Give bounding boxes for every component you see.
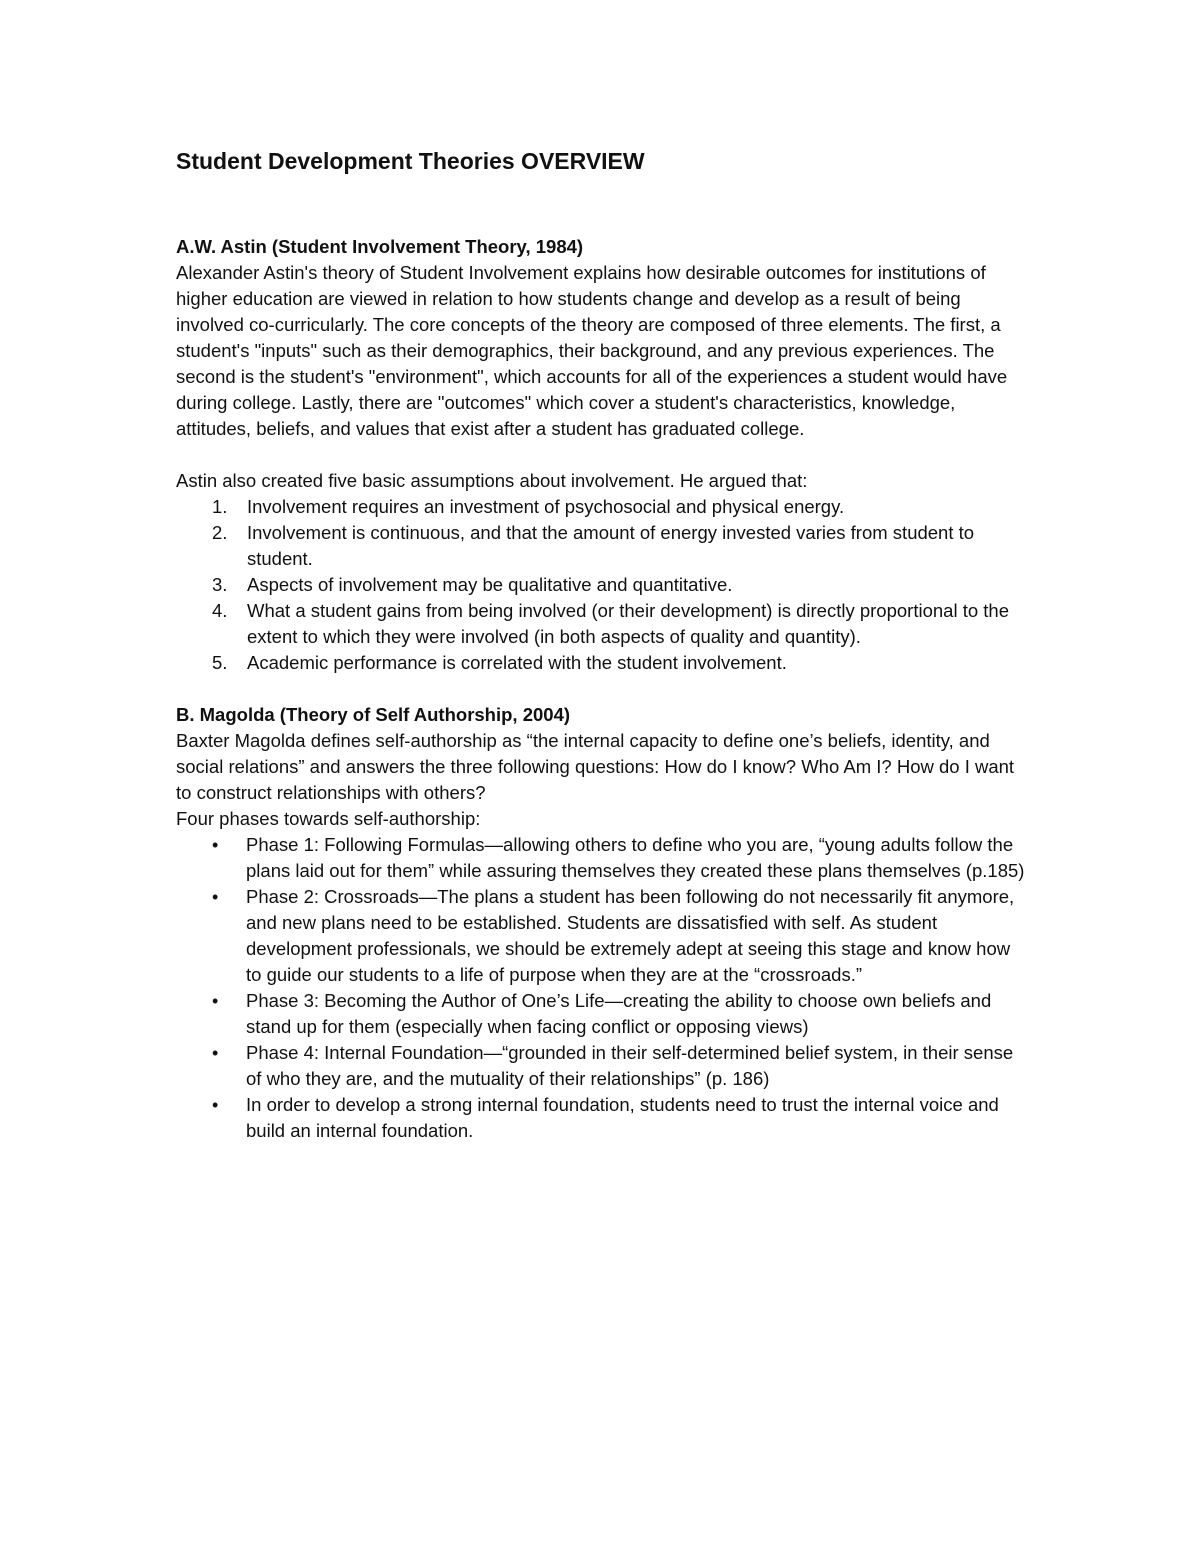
list-number: 5. — [212, 652, 228, 673]
list-number: 4. — [212, 600, 228, 621]
list-item — [176, 1092, 1026, 1144]
bullet-icon: • — [212, 1043, 219, 1063]
list-item-text: Phase 4: Internal Foundation—“grounded in their self-determined belief system, in their sense of who they are, and the mutuality of their relationships” (p. 186) — [246, 1042, 1014, 1089]
list-number: 1. — [212, 496, 228, 517]
bullet-icon: • — [212, 835, 219, 855]
phases-list — [176, 832, 1026, 1144]
section-heading: A.W. Astin (Student Involvement Theory, 1984) — [176, 236, 584, 257]
list-item-text: Phase 3: Becoming the Author of One’s Life—creating the ability to choose own beliefs and stand up for them (especially when facing conflict or opposing views) — [246, 990, 992, 1037]
list-item-text: Phase 1: Following Formulas—allowing others to define who you are, “young adults follow the plans laid out for them” while assuring themselves they created these plans themselves (p.185) — [246, 834, 1025, 881]
list-number: 3. — [212, 574, 228, 595]
list-item-text: Academic performance is correlated with the student involvement. — [247, 652, 787, 673]
list-item — [176, 884, 1026, 988]
list-item — [176, 832, 1026, 884]
list-number: 2. — [212, 522, 228, 543]
bullet-icon: • — [212, 1095, 219, 1115]
list-item — [176, 572, 1026, 598]
bullet-icon: • — [212, 991, 219, 1011]
list-item — [176, 520, 1026, 572]
list-item-text: Involvement requires an investment of psychosocial and physical energy. — [247, 496, 845, 517]
document-body — [176, 144, 1026, 1144]
bullet-icon: • — [212, 887, 219, 907]
section-heading: B. Magolda (Theory of Self Authorship, 2004) — [176, 704, 571, 725]
list-item-text: In order to develop a strong internal foundation, students need to trust the internal voice and build an internal foundation. — [246, 1094, 999, 1141]
assumptions-list — [176, 494, 1026, 676]
list-intro: Astin also created five basic assumptions about involvement. He argued that: — [176, 470, 808, 491]
list-item — [176, 988, 1026, 1040]
list-item-text: Involvement is continuous, and that the amount of energy invested varies from student to student. — [247, 522, 975, 569]
section-paragraph: Alexander Astin's theory of Student Involvement explains how desirable outcomes for institutions of higher education are viewed in relation to how students change and develop as a result of being involved co-curricularly. The core concepts of the theory are composed of three elements. The first, a student's "inputs" such as their demographics, their background, and any previous experiences. The second is the student's "environment", which accounts for all of the experiences a student would have during college. Lastly, there are "outcomes" which cover a student's characteristics, knowledge, attitudes, beliefs, and values that exist after a student has graduated college. — [176, 262, 1008, 439]
section-paragraph: Baxter Magolda defines self-authorship as “the internal capacity to define one’s beliefs, identity, and social relations” and answers the three following questions: How do I know? Who Am I? How do I want to construct relationships with others? — [176, 730, 1015, 803]
list-item-text: What a student gains from being involved (or their development) is directly proportional to the extent to which they were involved (in both aspects of quality and quantity). — [247, 600, 1009, 647]
list-item-text: Aspects of involvement may be qualitative and quantitative. — [247, 574, 733, 595]
document-title: Student Development Theories OVERVIEW — [176, 148, 645, 174]
list-item — [176, 650, 1026, 676]
section-astin — [176, 234, 1026, 676]
list-item-text: Phase 2: Crossroads—The plans a student has been following do not necessarily fit anymore, and new plans need to be established. Students are dissatisfied with self. As student development professionals, we should be extremely adept at seeing this stage and know how to guide our students to a life of purpose when they are at the “crossroads.” — [246, 886, 1015, 985]
list-item — [176, 494, 1026, 520]
list-intro: Four phases towards self-authorship: — [176, 808, 481, 829]
list-item — [176, 1040, 1026, 1092]
section-magolda — [176, 702, 1026, 1144]
list-item — [176, 598, 1026, 650]
